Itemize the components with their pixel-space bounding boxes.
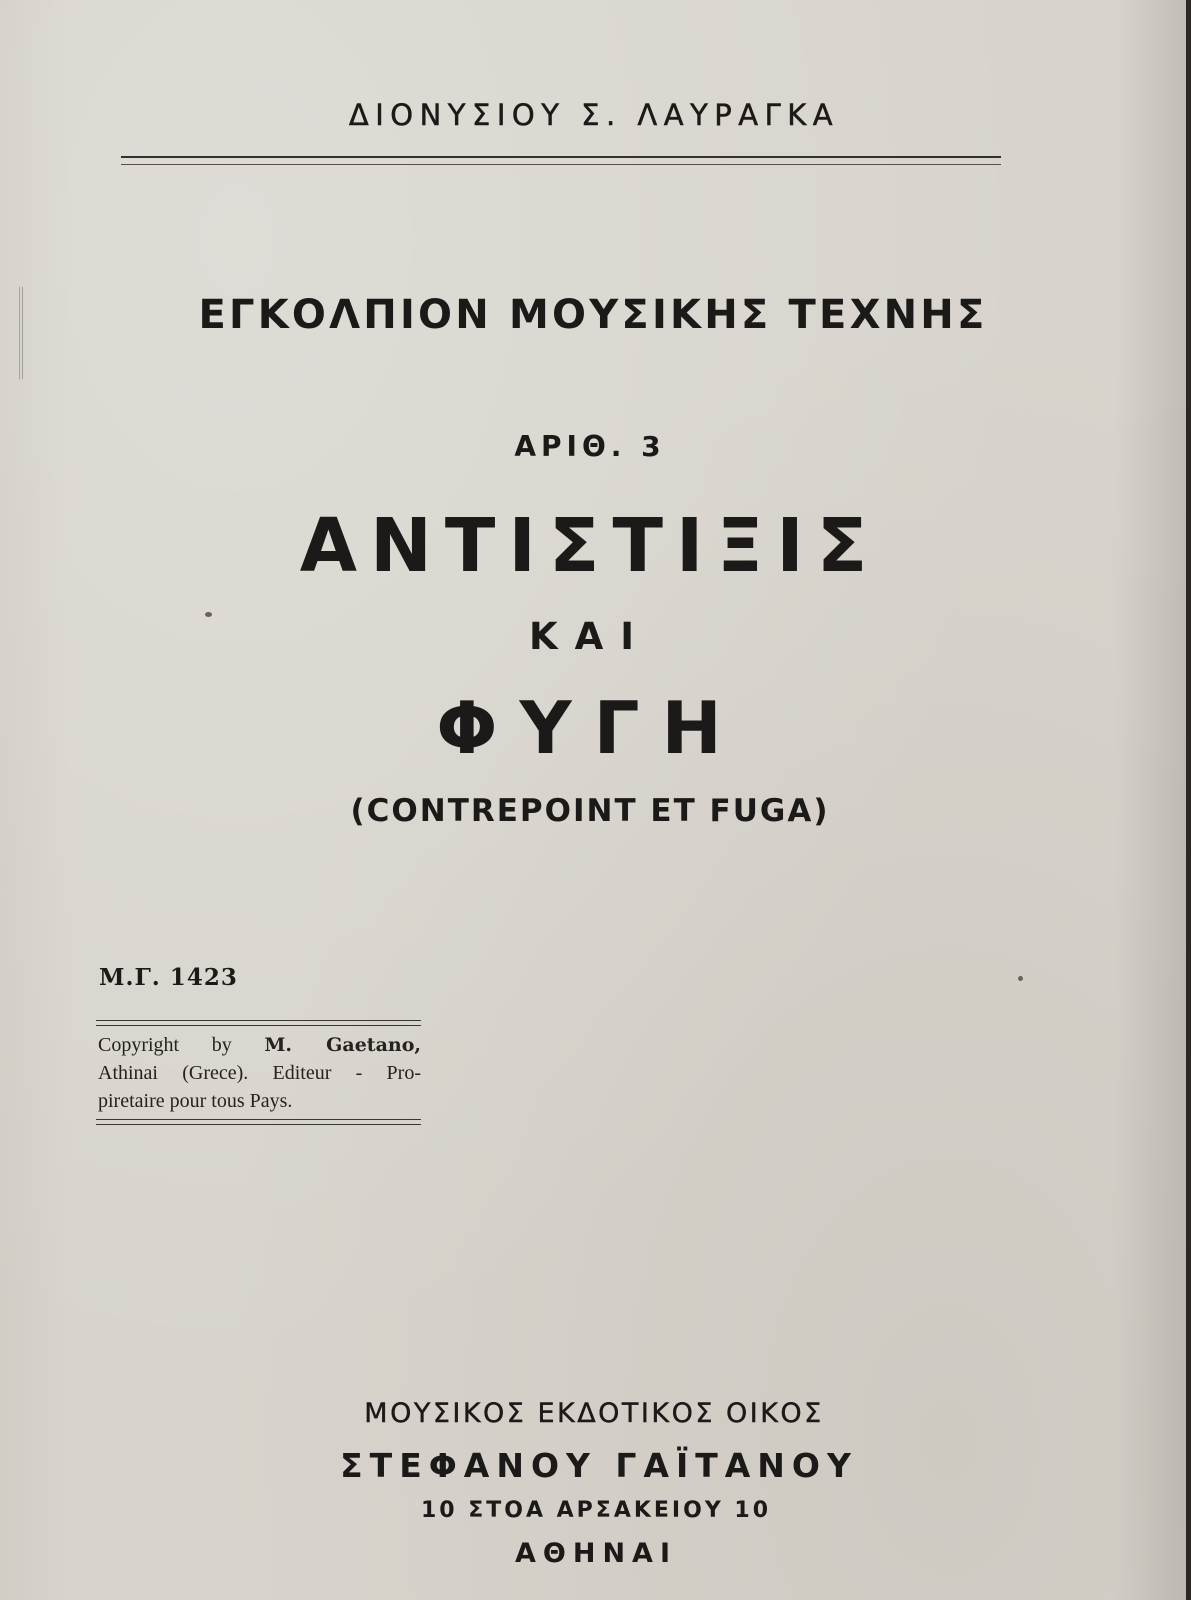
author-name: ΔΙΟΝΥΣΙΟΥ Σ. ΛΑΥΡΑΓΚΑ (348, 98, 840, 132)
book-title-second: ΦΥΓΗ (436, 686, 744, 770)
series-title: ΕΓΚΟΛΠΙΟΝ ΜΟΥΣΙΚΗΣ ΤΕΧΝΗΣ (198, 292, 988, 338)
book-title-conjunction: ΚΑΙ (528, 615, 652, 658)
copyright-line (98, 1031, 421, 1059)
copyright-text (96, 1026, 421, 1119)
book-title: ΑΝΤΙΣΤΙΞΙΣ (299, 503, 881, 589)
publisher-name: ΣΤΕΦΑΝΟΥ ΓΑΪΤΑΝΟΥ (340, 1446, 858, 1485)
publisher-address: 10 ΣΤΟΑ ΑΡΣΑΚΕΙΟΥ 10 (420, 1498, 772, 1523)
copyright-label: Copyright by (98, 1034, 265, 1056)
publisher-city: ΑΘΗΝΑΙ (515, 1538, 677, 1569)
publisher-house: ΜΟΥΣΙΚΟΣ ΕΚΔΟΤΙΚΟΣ ΟΙΚΟΣ (364, 1398, 824, 1429)
header-rule (121, 156, 1001, 165)
copyright-holder: M. Gaetano, (264, 1034, 421, 1056)
copyright-rule-bottom (96, 1119, 421, 1125)
catalog-number: M.Γ. 1423 (99, 964, 238, 991)
copyright-line: piretaire pour tous Pays. (98, 1090, 293, 1112)
paper-speck (1018, 976, 1023, 981)
book-title-french: (CONTREPOINT ET FUGA) (350, 793, 830, 829)
copyright-line: Athinai (Grece). Editeur - Pro- (98, 1062, 421, 1084)
volume-number: ΑΡΙΘ. 3 (514, 430, 666, 463)
copyright-notice (96, 1020, 421, 1125)
